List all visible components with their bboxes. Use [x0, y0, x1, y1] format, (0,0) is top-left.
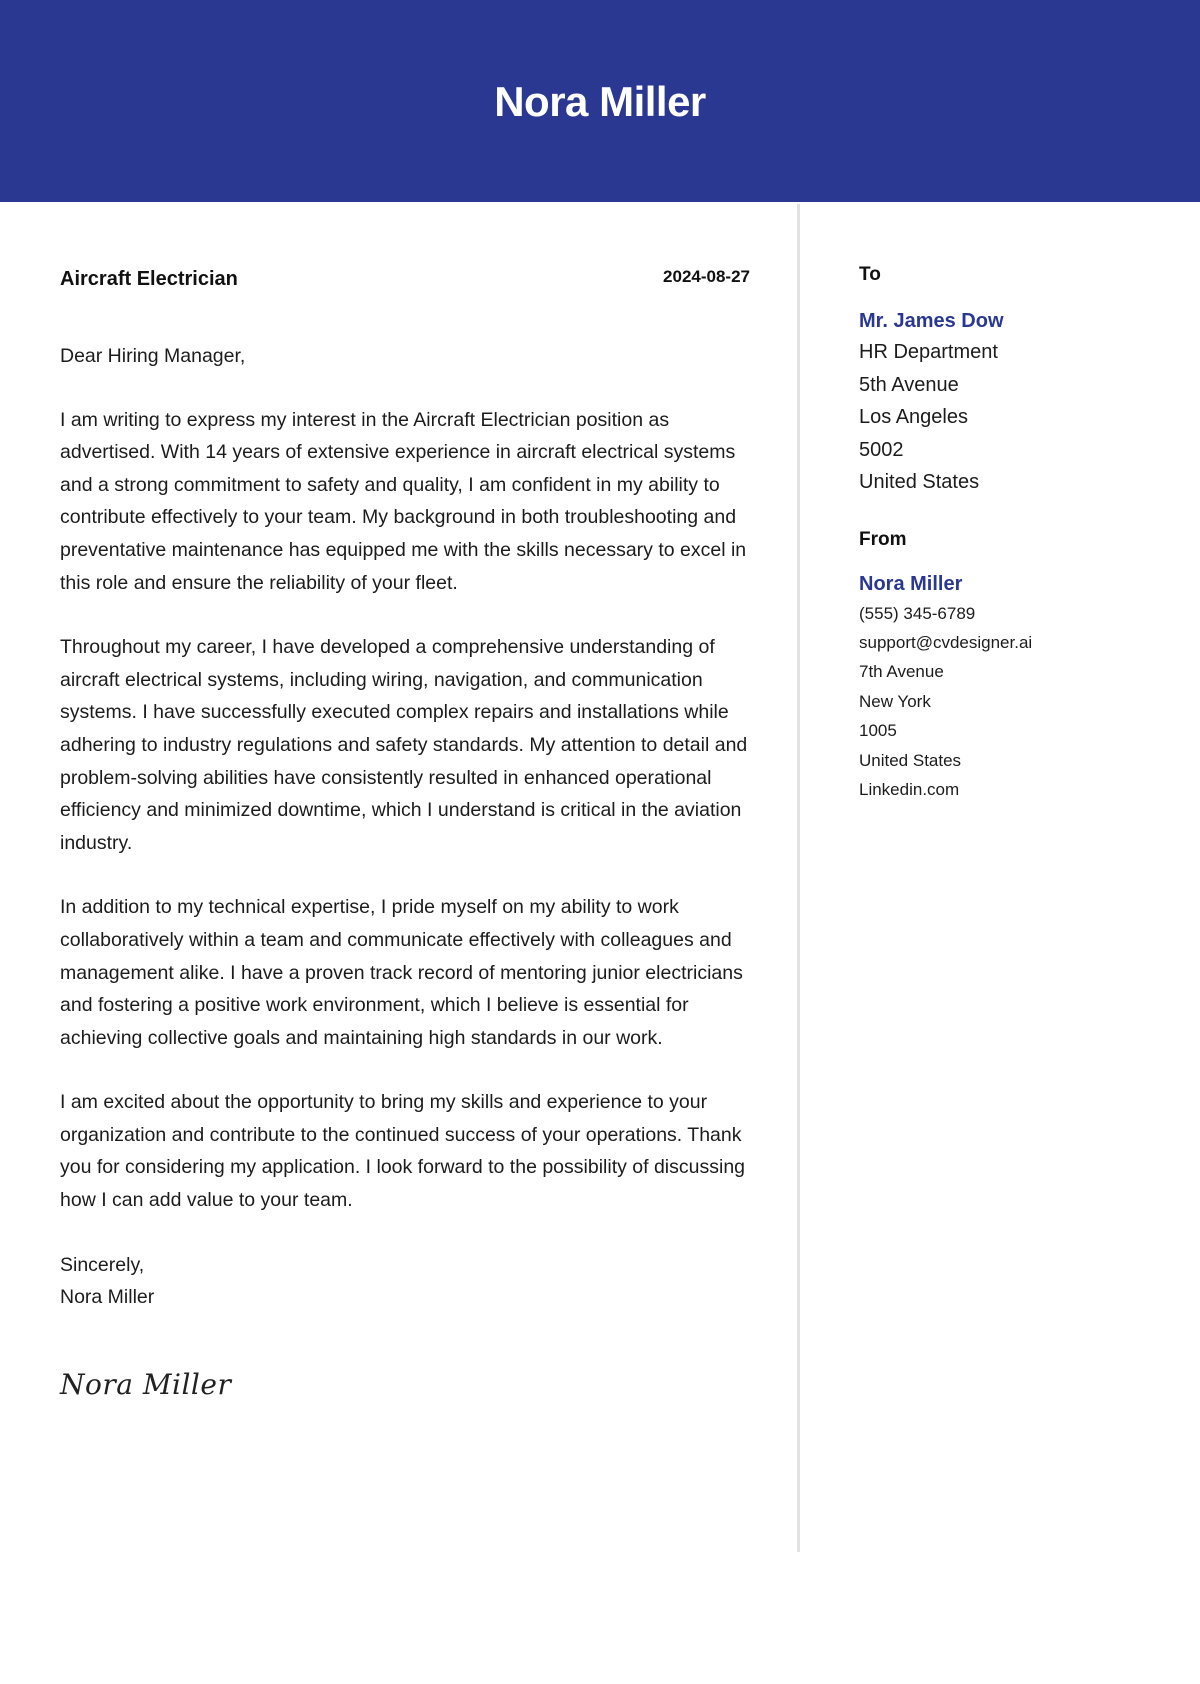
paragraph-3: In addition to my technical expertise, I pride myself on my ability to work collaboratively within a team and communicate effectively with colleagues and management alike. I have a proven track record of mentoring junior electricians and fostering a positive work environment, which I believe is essential for achieving collective goals and maintaining high standards in our work. [60, 896, 743, 1049]
closing: Sincerely, [60, 1253, 145, 1276]
applicant-name: Nora Miller [494, 78, 706, 125]
sender-phone: (555) 345-6789 [859, 603, 976, 623]
sender-block [859, 527, 1159, 805]
paragraph-2: Throughout my career, I have developed a comprehensive understanding of aircraft electrical systems, including wiring, navigation, and communication systems. I have successfully executed complex repairs and installations while adhering to industry regulations and safety standards. My attention to detail and problem-solving abilities have consistently resulted in enhanced operational efficiency and minimized downtime, which I understand is critical in the aviation industry. [60, 636, 748, 854]
header-banner [0, 0, 1200, 202]
paragraph-1: I am writing to express my interest in the Aircraft Electrician position as advertised. With 14 years of extensive experience in aircraft electrical systems and a strong commitment to safety and quality, I am confident in my ability to contribute effectively to your team. My background in both troubleshooting and preventative maintenance has equipped me with the skills necessary to excel in this role and ensure the reliability of your fleet. [60, 408, 747, 594]
sender-country: United States [859, 750, 962, 770]
recipient-city: Los Angeles [859, 406, 968, 428]
salutation: Dear Hiring Manager, [60, 345, 246, 367]
sender-zip: 1005 [859, 721, 897, 741]
recipient-zip: 5002 [859, 438, 904, 461]
recipient-department: HR Department [859, 341, 998, 363]
sender-email: support@cvdesigner.ai [859, 632, 1033, 652]
signature: Nora Miller [60, 1368, 232, 1401]
sender-city: New York [859, 691, 931, 711]
sender-street: 7th Avenue [859, 662, 944, 682]
paragraph-4: I am excited about the opportunity to bring my skills and experience to your organization and contribute to the continued success of your operations. Thank you for considering my application. I look forward to the possibility of discussing how I can add value to your team. [60, 1091, 746, 1212]
contact-column [859, 262, 1159, 804]
recipient-name: Mr. James Dow [859, 310, 1004, 332]
column-divider [797, 204, 800, 1552]
recipient-block [859, 262, 1159, 499]
recipient-street: 5th Avenue [859, 373, 959, 396]
sender-name: Nora Miller [859, 572, 963, 595]
from-label: From [859, 528, 907, 550]
closing-name: Nora Miller [60, 1286, 155, 1309]
to-label: To [859, 264, 881, 285]
recipient-country: United States [859, 471, 980, 493]
letter-date: 2024-08-27 [663, 267, 750, 286]
sender-website: Linkedin.com [859, 779, 960, 799]
letter-text [60, 340, 753, 1314]
job-title: Aircraft Electrician [60, 268, 238, 290]
